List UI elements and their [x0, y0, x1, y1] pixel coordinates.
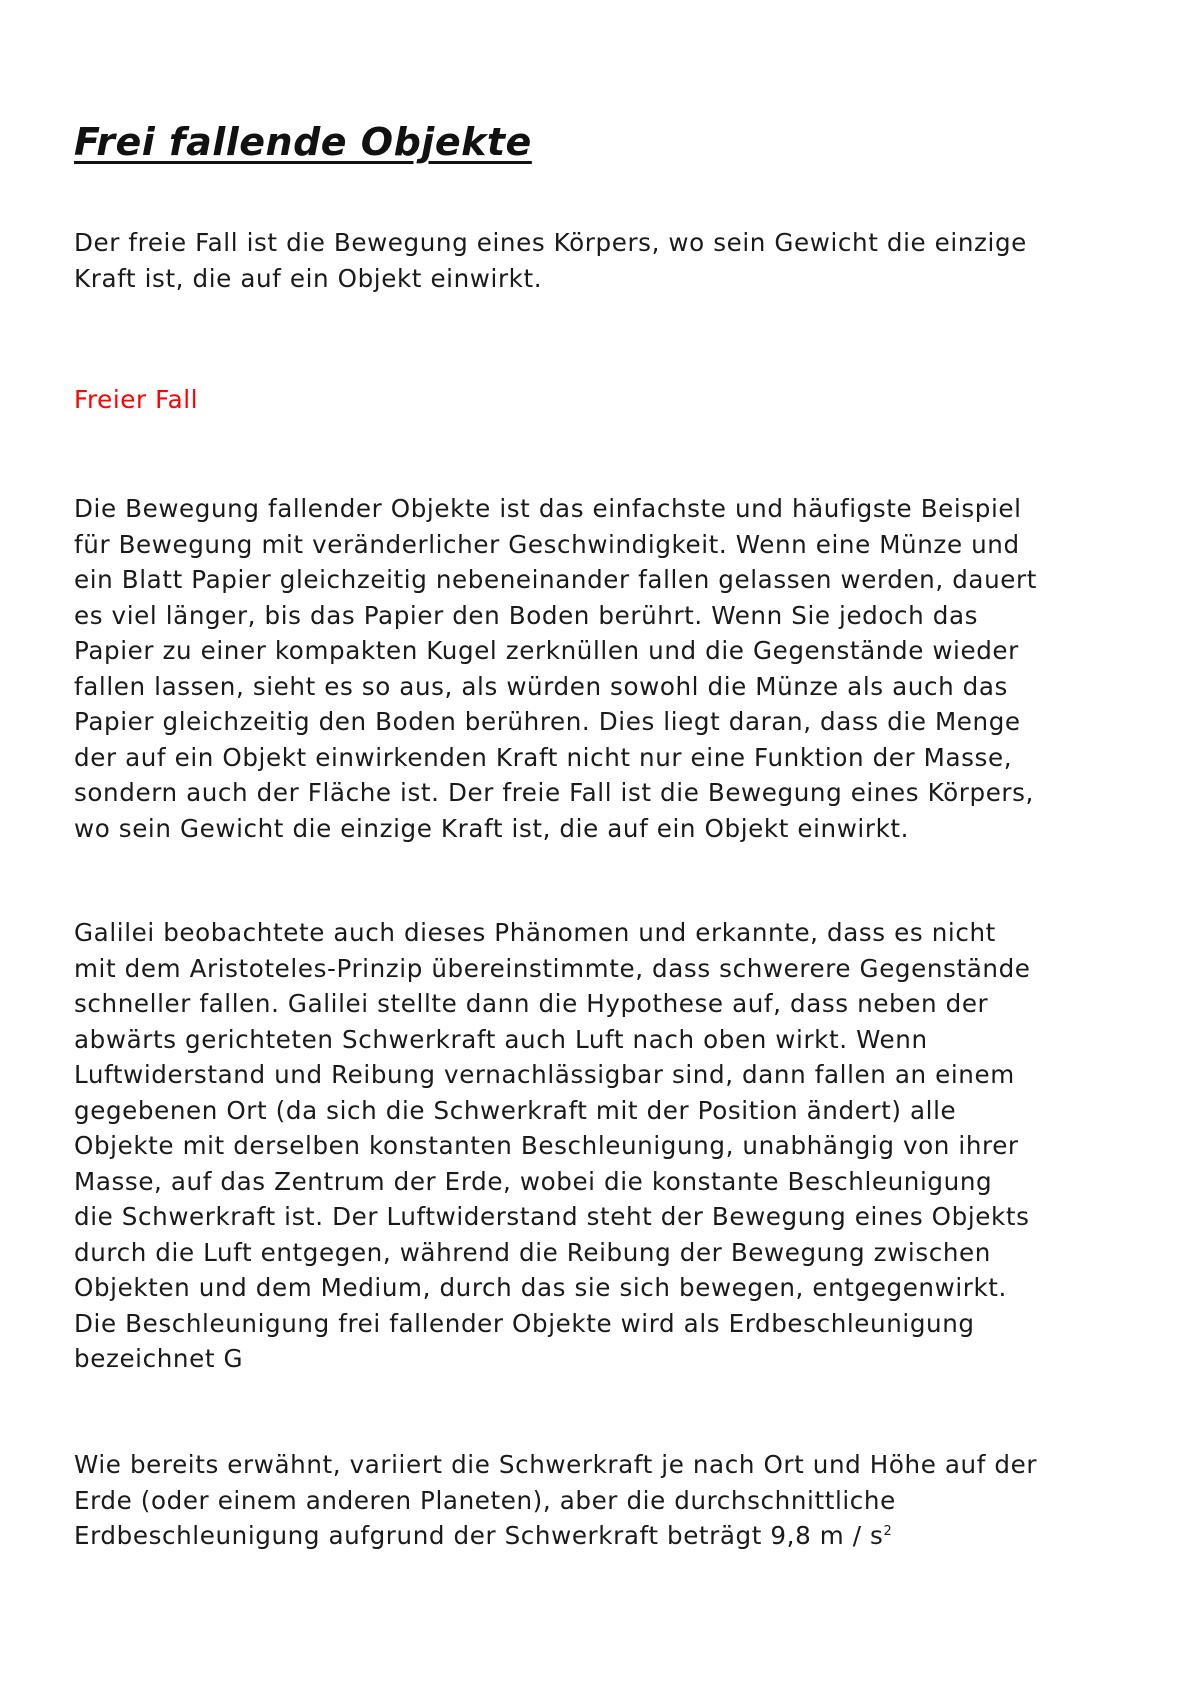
paragraph-galilei [74, 915, 1134, 1377]
text-line: Erde (oder einem anderen Planeten), aber die durchschnittliche [74, 1485, 896, 1515]
text-line: Wie bereits erwähnt, variiert die Schwerkraft je nach Ort und Höhe auf der [74, 1450, 1038, 1479]
text-line: abwärts gerichteten Schwerkraft auch Luft nach oben wirkt. Wenn [74, 1024, 928, 1054]
text-line: Die Bewegung fallender Objekte ist das einfachste und häufigste Beispiel [74, 494, 1022, 523]
text-line: für Bewegung mit veränderlicher Geschwindigkeit. Wenn eine Münze und [74, 529, 1020, 559]
text-line: Masse, auf das Zentrum der Erde, wobei die konstante Beschleunigung [74, 1166, 993, 1196]
text-line: Kraft ist, die auf ein Objekt einwirkt. [74, 263, 543, 293]
paragraph-schwerkraft [74, 1447, 1134, 1554]
text-line: mit dem Aristoteles-Prinzip übereinstimmte, dass schwerere Gegenstände [74, 953, 1031, 983]
text-line: es viel länger, bis das Papier den Boden berührt. Wenn Sie jedoch das [74, 600, 979, 630]
text-line: die Schwerkraft ist. Der Luftwiderstand steht der Bewegung eines Objekts [74, 1202, 1030, 1231]
text-line: Der freie Fall ist die Bewegung eines Körpers, wo sein Gewicht die einzige [74, 228, 1027, 257]
text-line: bezeichnet G [74, 1344, 244, 1373]
text-line: Objekte mit derselben konstanten Beschleunigung, unabhängig von ihrer [74, 1131, 1019, 1160]
text-line: wo sein Gewicht die einzige Kraft ist, die auf ein Objekt einwirkt. [74, 813, 910, 843]
text-line: Galilei beobachtete auch dieses Phänomen und erkannte, dass es nicht [74, 918, 996, 947]
text-line: Papier zu einer kompakten Kugel zerknüllen und die Gegenstände wieder [74, 636, 1019, 665]
text-line: Objekten und dem Medium, durch das sie sich bewegen, entgegenwirkt. [74, 1273, 1007, 1302]
intro-paragraph [74, 225, 1134, 296]
text-line: Die Beschleunigung frei fallender Objekte wird als Erdbeschleunigung [74, 1308, 975, 1338]
text-line: gegebenen Ort (da sich die Schwerkraft mit der Position ändert) alle [74, 1095, 957, 1125]
squared-superscript: 2 [883, 1523, 893, 1539]
text-line: Luftwiderstand und Reibung vernachlässigbar sind, dann fallen an einem [74, 1060, 1015, 1089]
text-line: ein Blatt Papier gleichzeitig nebeneinander fallen gelassen werden, dauert [74, 565, 1037, 594]
paragraph-fallende-objekte [74, 491, 1134, 846]
text-line: sondern auch der Fläche ist. Der freie Fall ist die Bewegung eines Körpers, [74, 778, 1034, 807]
text-line: schneller fallen. Galilei stellte dann die Hypothese auf, dass neben der [74, 989, 989, 1018]
document-title: Frei fallende Objekte [74, 120, 532, 164]
text-line: der auf ein Objekt einwirkenden Kraft nicht nur eine Funktion der Masse, [74, 742, 1013, 772]
text-line: durch die Luft entgegen, während die Reibung der Bewegung zwischen [74, 1237, 991, 1267]
text-line: fallen lassen, sieht es so aus, als würden sowohl die Münze als auch das [74, 671, 1008, 701]
acceleration-text: Erdbeschleunigung aufgrund der Schwerkraft beträgt 9,8 m / s [74, 1521, 884, 1550]
section-heading: Freier Fall [74, 385, 199, 414]
text-line [74, 1518, 1134, 1554]
text-line: Papier gleichzeitig den Boden berühren. Dies liegt daran, dass die Menge [74, 707, 1021, 736]
